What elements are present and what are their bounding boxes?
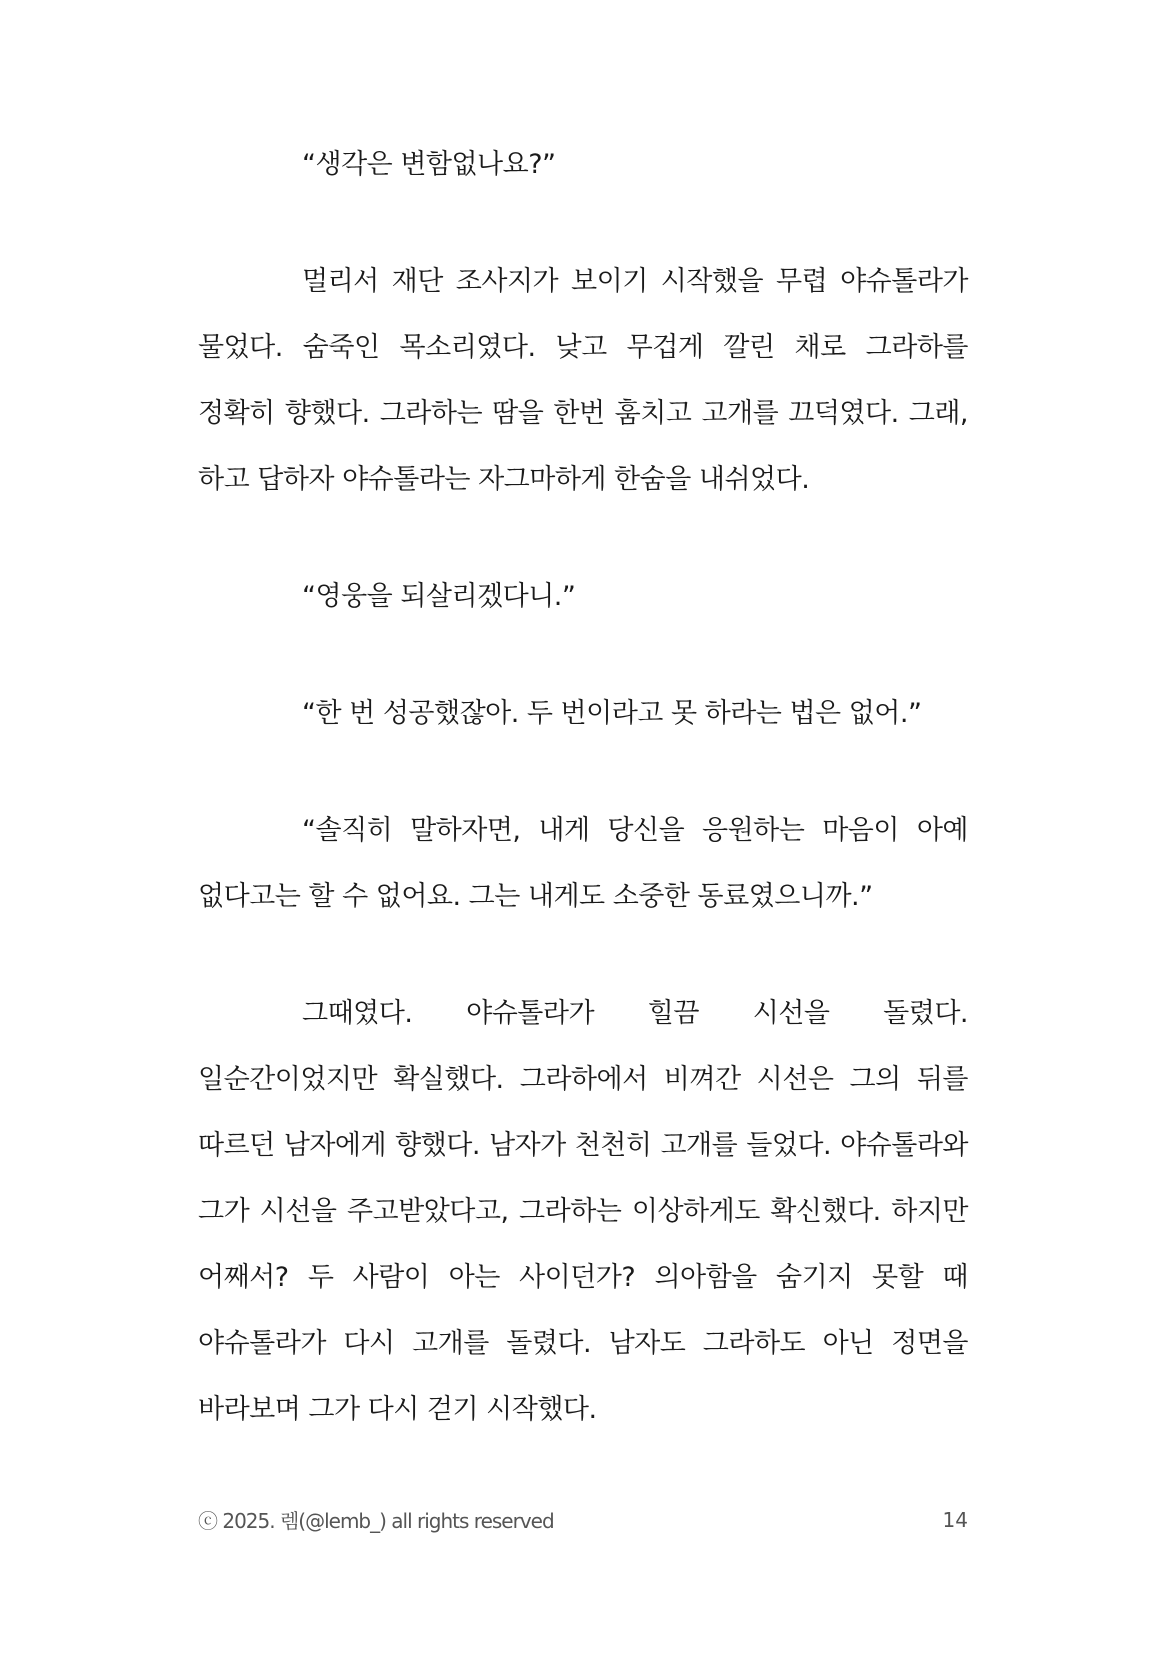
copyright-notice: ⓒ 2025. 렘(@lemb_) all rights reserved bbox=[198, 1509, 554, 1533]
paragraph-dialogue: “솔직히 말하자면, 내게 당신을 응원하는 마음이 아예 없다고는 할 수 없어요. 그는 내게도 소중한 동료였으니까.” bbox=[198, 815, 968, 912]
paragraph-narration: 멀리서 재단 조사지가 보이기 시작했을 무렵 야슈톨라가 물었다. 숨죽인 목소리였다. 낮고 무겁게 깔린 채로 그라하를 정확히 향했다. 그라하는 땀을 한번 훔치고 고개를 끄덕였다. 그래, 하고 답하자 야슈톨라는 자그마하게 한숨을 내쉬었다. bbox=[198, 266, 968, 495]
paragraph-narration: 그때였다. 야슈톨라가 힐끔 시선을 돌렸다. 일순간이었지만 확실했다. 그라하에서 비껴간 시선은 그의 뒤를 따르던 남자에게 향했다. 남자가 천천히 고개를 들었다. 야슈톨라와 그가 시선을 주고받았다고, 그라하는 이상하게도 확신했다. 하지만 어째서? 두 사람이 아는 사이던가? 의아함을 숨기지 못할 때 야슈톨라가 다시 고개를 돌렸다. 남자도 그라하도 아닌 정면을 바라보며 그가 다시 걷기 시작했다. bbox=[198, 998, 968, 1425]
paragraph-dialogue: “영웅을 되살리겠다니.” bbox=[302, 581, 576, 612]
page-footer bbox=[198, 1505, 968, 1534]
page-number: 14 bbox=[942, 1507, 968, 1532]
body-text bbox=[198, 132, 968, 1443]
paragraph-dialogue: “생각은 변함없나요?” bbox=[302, 149, 556, 180]
paragraph-dialogue: “한 번 성공했잖아. 두 번이라고 못 하라는 법은 없어.” bbox=[302, 698, 922, 729]
